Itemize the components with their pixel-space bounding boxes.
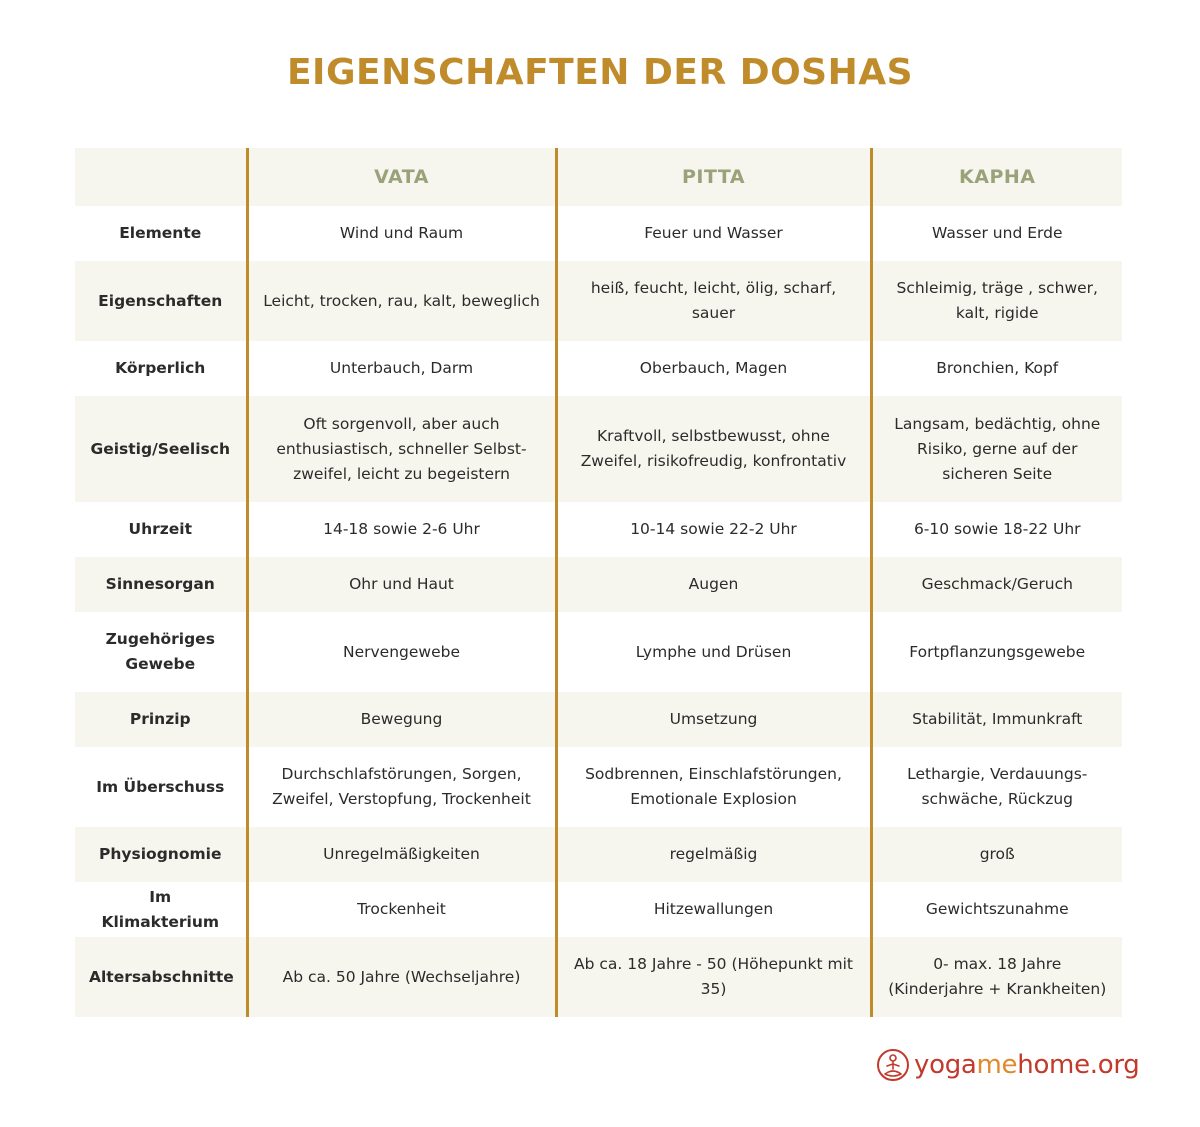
cell-vata: Trockenheit [247, 882, 556, 937]
table-row [75, 827, 1122, 882]
dosha-table [75, 148, 1122, 1017]
header-vata: VATA [247, 148, 556, 206]
cell-kapha: Schleimig, träge , schwer, kalt, rigide [871, 261, 1122, 341]
cell-pitta: Oberbauch, Magen [556, 341, 871, 396]
row-label: Im Klimakterium [101, 887, 220, 931]
cell-vata: Nervengewebe [247, 612, 556, 692]
cell-vata: Ab ca. 50 Jahre (Wechseljahre) [247, 937, 556, 1017]
cell-kapha: Langsam, bedächtig, ohne Risiko, gerne auf der sicheren Seite [871, 396, 1122, 502]
table-row [75, 341, 1122, 396]
header-pitta: PITTA [556, 148, 871, 206]
header-empty-cell [75, 148, 247, 206]
cell-pitta: regelmäßig [556, 827, 871, 882]
row-label: Im Überschuss [96, 777, 225, 796]
cell-pitta: Feuer und Wasser [556, 206, 871, 261]
cell-pitta: 10-14 sowie 22-2 Uhr [556, 502, 871, 557]
row-label: Altersabschnitte [89, 967, 234, 986]
table-row [75, 396, 1122, 502]
table-row [75, 502, 1122, 557]
row-label: Körperlich [115, 359, 206, 377]
row-label: Eigenschaften [98, 291, 223, 310]
row-label: Prinzip [129, 710, 191, 728]
cell-kapha: Bronchien, Kopf [871, 341, 1122, 396]
cell-pitta: heiß, feucht, leicht, ölig, scharf, sauer [556, 261, 871, 341]
cell-vata: Oft sorgenvoll, aber auch enthusiastisch, schneller Selbst-zweifel, leicht zu begeistern [247, 396, 556, 502]
brand-logo [876, 1048, 1140, 1088]
cell-pitta: Lymphe und Drüsen [556, 612, 871, 692]
cell-pitta: Umsetzung [556, 692, 871, 747]
table-row [75, 206, 1122, 261]
cell-kapha: Lethargie, Verdauungs-schwäche, Rückzug [871, 747, 1122, 827]
cell-kapha: 0- max. 18 Jahre (Kinderjahre + Krankheiten) [871, 937, 1122, 1017]
cell-pitta: Augen [556, 557, 871, 612]
cell-kapha: Stabilität, Immunkraft [871, 692, 1122, 747]
cell-kapha: Wasser und Erde [871, 206, 1122, 261]
row-label: Physiognomie [99, 845, 222, 863]
table-header-row [75, 148, 1122, 206]
cell-vata: 14-18 sowie 2-6 Uhr [247, 502, 556, 557]
cell-vata: Unterbauch, Darm [247, 341, 556, 396]
cell-kapha: 6-10 sowie 18-22 Uhr [871, 502, 1122, 557]
cell-pitta: Hitzewallungen [556, 882, 871, 937]
cell-vata: Bewegung [247, 692, 556, 747]
header-kapha: KAPHA [871, 148, 1122, 206]
table-row [75, 747, 1122, 827]
cell-kapha: Gewichtszunahme [871, 882, 1122, 937]
cell-pitta: Kraftvoll, selbstbewusst, ohne Zweifel, risikofreudig, konfrontativ [556, 396, 871, 502]
dosha-table-container [75, 148, 1122, 1017]
table-row [75, 882, 1122, 937]
row-label: Uhrzeit [128, 520, 193, 538]
row-label: Geistig/Seelisch [90, 439, 230, 458]
brand-part-org: .org [1089, 1050, 1140, 1080]
brand-part-me: me [976, 1050, 1018, 1080]
cell-pitta: Ab ca. 18 Jahre - 50 (Höhepunkt mit 35) [556, 937, 871, 1017]
cell-vata: Unregelmäßigkeiten [247, 827, 556, 882]
brand-part-yoga: yoga [914, 1050, 977, 1080]
page-title: EIGENSCHAFTEN DER DOSHAS [286, 52, 914, 93]
cell-kapha: groß [871, 827, 1122, 882]
cell-vata: Durchschlafstörungen, Sorgen, Zweifel, Verstopfung, Trockenheit [247, 747, 556, 827]
table-row [75, 612, 1122, 692]
cell-vata: Wind und Raum [247, 206, 556, 261]
table-row [75, 692, 1122, 747]
cell-vata: Leicht, trocken, rau, kalt, beweglich [247, 261, 556, 341]
table-row [75, 261, 1122, 341]
table-row [75, 937, 1122, 1017]
table-row [75, 557, 1122, 612]
row-label: Elemente [119, 224, 202, 242]
row-label: Zugehöriges Gewebe [105, 630, 215, 673]
brand-part-home: home [1017, 1050, 1090, 1080]
cell-pitta: Sodbrennen, Einschlafstörungen, Emotionale Explosion [556, 747, 871, 827]
cell-kapha: Geschmack/Geruch [871, 557, 1122, 612]
cell-kapha: Fortpflanzungsgewebe [871, 612, 1122, 692]
row-label: Sinnesorgan [105, 575, 215, 593]
cell-vata: Ohr und Haut [247, 557, 556, 612]
meditating-person-icon [876, 1048, 910, 1086]
brand-wordmark [914, 1050, 1140, 1080]
